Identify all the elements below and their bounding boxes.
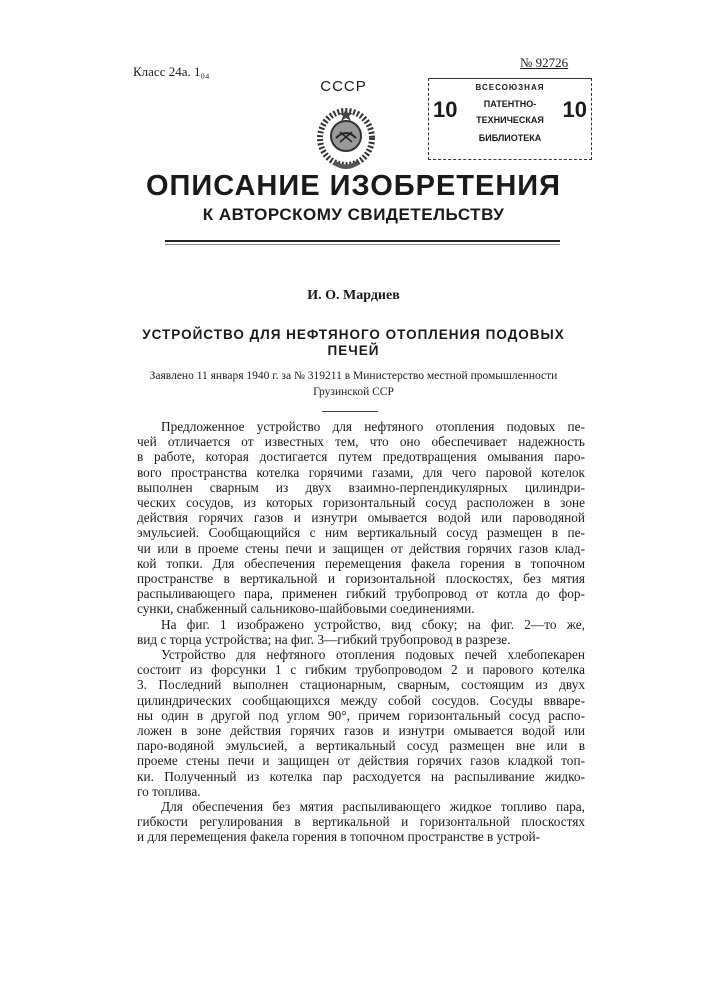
body-line: цилиндрических сообщающихся между собой сосудов. Сосуды ввваре- bbox=[137, 693, 585, 708]
invention-title-line: УСТРОЙСТВО ДЛЯ НЕФТЯНОГО ОТОПЛЕНИЯ ПОДОВЫХ bbox=[0, 327, 707, 343]
stamp-line-3: БИБЛИОТЕКА bbox=[459, 131, 561, 145]
body-line: состоит из форсунки 1 с гибким трубопроводом 2 и парового котелка bbox=[137, 662, 585, 677]
body-line: кой топки. Для обеспечения перемещения факела горения в топочном bbox=[137, 556, 585, 571]
invention-title bbox=[0, 327, 707, 359]
body-line: действия горячих газов и изнутри омывается водой или пароводяной bbox=[137, 510, 585, 525]
body-line: пространстве в вертикальной и горизонтальной плоскостях, без мятия bbox=[137, 571, 585, 586]
body-line: паро-водяной эмульсией, а вертикальный сосуд размещен вне или в bbox=[137, 738, 585, 753]
body-line: ки. Полученный из котелка пар расходуется на распыливание жидко- bbox=[137, 769, 585, 784]
document-title: ОПИСАНИЕ ИЗОБРЕТЕНИЯ bbox=[0, 170, 707, 203]
body-line: ложен в зоне действия горячих газов и изнутри омывается водой или bbox=[137, 723, 585, 738]
stamp-line-2: ТЕХНИЧЕСКАЯ bbox=[459, 113, 561, 127]
body-line: го топлива. bbox=[137, 784, 585, 799]
author-name: И. О. Мардиев bbox=[0, 288, 707, 304]
patent-number: № 92726 bbox=[520, 55, 568, 71]
body-line: 3. Последний выполнен стационарным, сварным, состоящим из двух bbox=[137, 677, 585, 692]
body-line: гибкости регулирования в вертикальной и горизонтальной плоскостях bbox=[137, 814, 585, 829]
country-text: СССР bbox=[320, 78, 367, 95]
stamp-number-right: 10 bbox=[563, 97, 587, 123]
ussr-emblem-icon bbox=[310, 106, 382, 176]
body-text bbox=[137, 419, 585, 845]
body-line: и для перемещения факела горения в топочном пространстве в устрой- bbox=[137, 829, 585, 844]
filing-info-line: Грузинской ССР bbox=[0, 384, 707, 400]
body-line: проеме стены печи и защищен от действия горячих газов кладкой топ- bbox=[137, 753, 585, 768]
stamp-line-0: ВСЕСОЮЗНАЯ bbox=[459, 81, 561, 95]
stamp-line-1: ПАТЕНТНО- bbox=[459, 97, 561, 111]
section-divider bbox=[322, 411, 378, 412]
body-line: чей отличается от известных тем, что оно обеспечивает надежность bbox=[137, 434, 585, 449]
body-line: вого пространства котелка горячими газами, для чего паровой котелок bbox=[137, 465, 585, 480]
country-label bbox=[0, 78, 707, 95]
body-line: чи или в проеме стены печи и защищен от действия горячих газов клад- bbox=[137, 541, 585, 556]
stamp-number-left: 10 bbox=[433, 97, 457, 123]
library-stamp bbox=[428, 78, 592, 160]
body-line: выполнен сварным из двух взаимно-перпендикулярных цилиндри- bbox=[137, 480, 585, 495]
body-line: Устройство для нефтяного отопления подовых печей хлебопекарен bbox=[137, 647, 585, 662]
body-line: На фиг. 1 изображено устройство, вид сбоку; на фиг. 2—то же, bbox=[137, 617, 585, 632]
body-line: ны один в другой под углом 90°, причем горизонтальный сосуд распо- bbox=[137, 708, 585, 723]
invention-title-line: ПЕЧЕЙ bbox=[0, 343, 707, 359]
header-divider bbox=[165, 240, 560, 242]
class-label: Класс 24а. 1₀₄ bbox=[133, 64, 210, 80]
body-line: сунки, снабженный сальниково-шайбовыми соединениями. bbox=[137, 601, 585, 616]
filing-info-line: Заявлено 11 января 1940 г. за № 319211 в Министерство местной промышленности bbox=[0, 368, 707, 384]
body-line: вид с торца устройства; на фиг. 3—гибкий трубопровод в разрезе. bbox=[137, 632, 585, 647]
body-line: распыливающего пара, применен гибкий трубопровод от котла до фор- bbox=[137, 586, 585, 601]
document-subtitle: К АВТОРСКОМУ СВИДЕТЕЛЬСТВУ bbox=[0, 205, 707, 225]
body-line: в работе, которая достигается путем предотвращения омывания паро- bbox=[137, 449, 585, 464]
header-divider-thin bbox=[165, 244, 560, 245]
body-line: эмульсией. Сообщающийся с ним вертикальный сосуд размещен в пе- bbox=[137, 525, 585, 540]
body-line: Для обеспечения без мятия распыливающего жидкое топливо пара, bbox=[137, 799, 585, 814]
body-line: Предложенное устройство для нефтяного отопления подовых пе- bbox=[137, 419, 585, 434]
body-line: ческих сосудов, из которых горизонтальный сосуд расположен в зоне bbox=[137, 495, 585, 510]
filing-info bbox=[0, 368, 707, 400]
